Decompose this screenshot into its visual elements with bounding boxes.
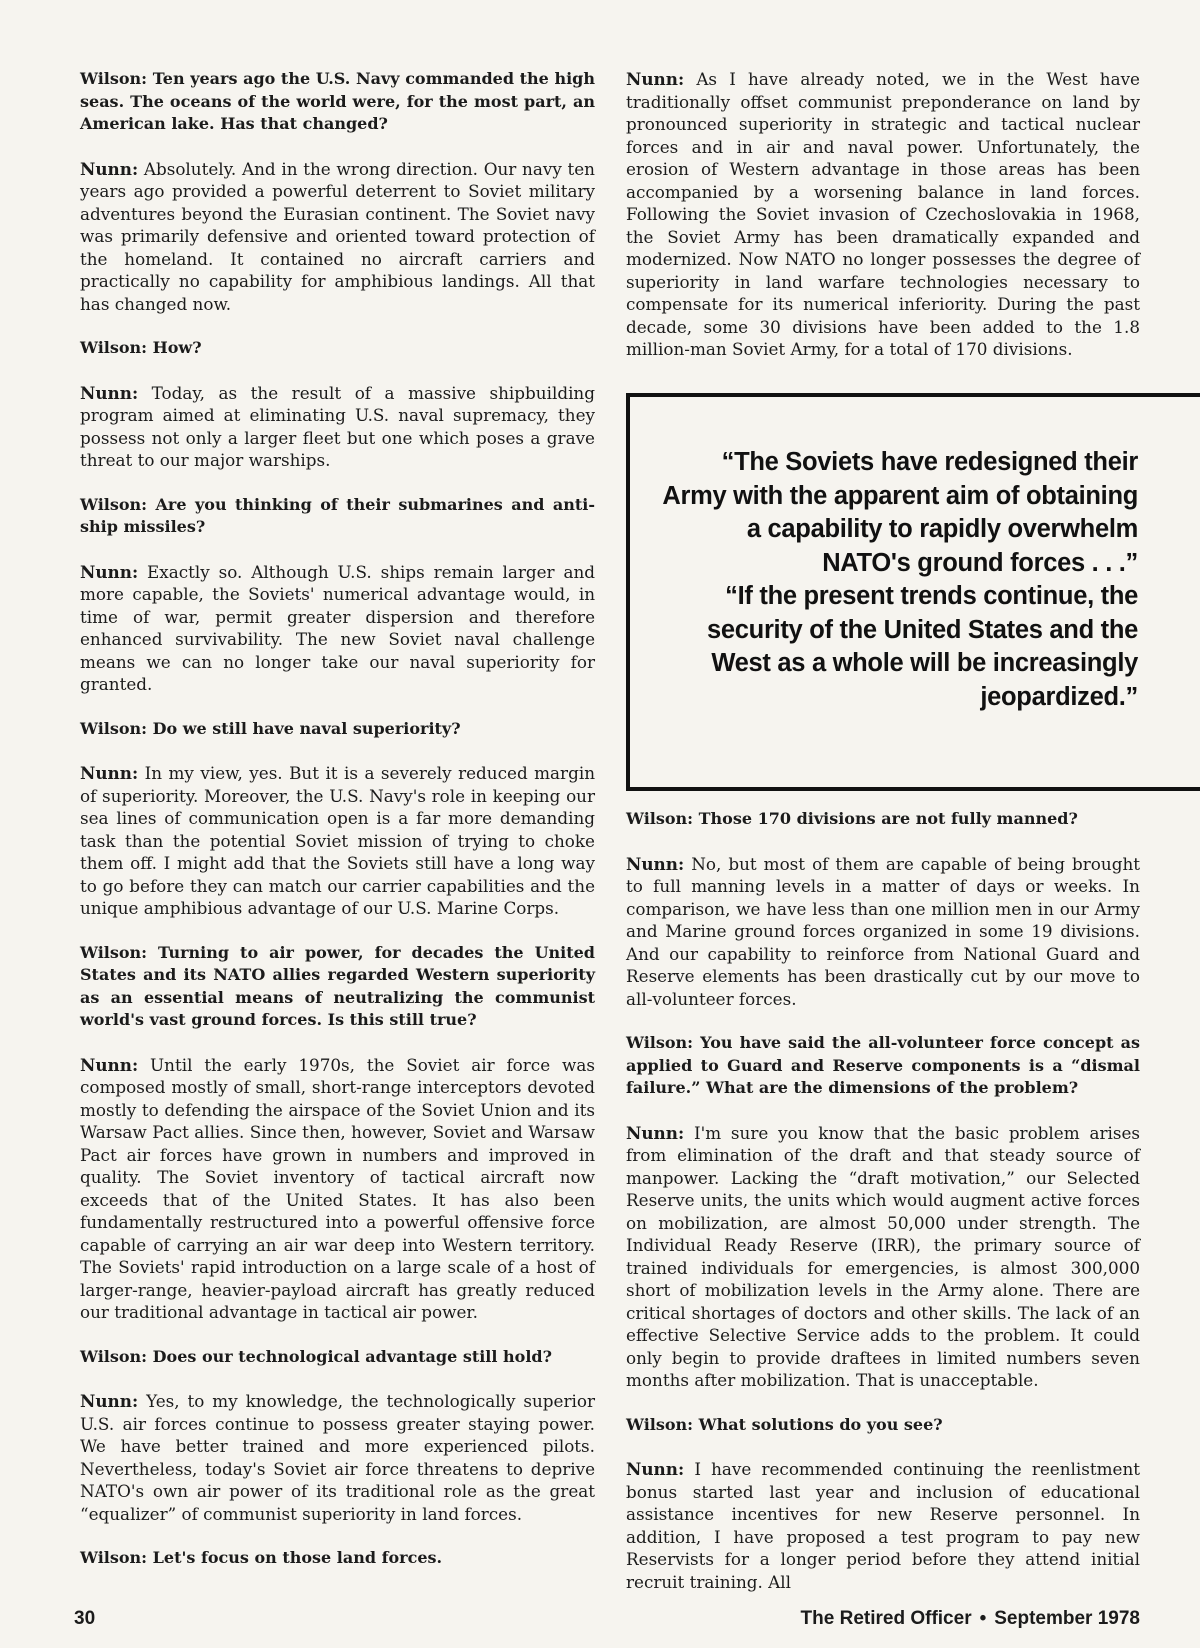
pull-quote [660,446,1138,714]
speaker-label: Nunn: [80,382,139,403]
speaker-label: Wilson: [80,718,148,738]
speaker-label: Nunn: [626,853,685,874]
answer-paragraph [626,1122,1140,1392]
answer-paragraph [80,762,595,920]
question-paragraph [80,68,595,136]
question-paragraph [80,494,595,539]
speaker-label: Wilson: [626,809,694,828]
answer-paragraph [626,1458,1140,1593]
paragraph-text: How? [152,338,202,357]
speaker-label: Nunn: [626,69,685,89]
speaker-label: Wilson: [80,338,148,357]
paragraph-text: Yes, to my knowledge, the technologically superior U.S. air forces continue to possess greater staying power. We have better trained and more experienced pilots. Nevertheless, today's Soviet air force threatens to deprive NATO's own air power of its traditional role as the great “equalizer” of communist superiority in land forces. [80,1391,595,1524]
question-paragraph [80,1547,595,1570]
paragraph-text: Until the early 1970s, the Soviet air force was composed mostly of small, short-range interceptors devoted mostly to defending the airspace of the Soviet Union and its Warsaw Pact allies. Since then, however, Soviet and Warsaw Pact air forces have grown in numbers and improved in quality. The Soviet inventory of tactical aircraft now exceeds that of the United States. It has also been fundamentally restructured into a powerful offensive force capable of carrying an air war deep into Western territory. The Soviets' rapid introduction on a large scale of a host of larger-range, heavier-payload aircraft has greatly reduced our traditional advantage in tactical air power. [80,1054,595,1322]
publication-footer [801,1608,1140,1630]
question-paragraph [626,1032,1140,1100]
speaker-label: Wilson: [626,1033,694,1052]
right-column-top [626,68,1140,383]
speaker-label: Nunn: [80,1054,139,1075]
paragraph-text: I'm sure you know that the basic problem arises from elimination of the draft and that steady source of manpower. Lacking the “draft motivation,” our Selected Reserve units, the units which would augment active forces on mobilization, are almost 50,000 under strength. The Individual Ready Reserve (IRR), the primary source of trained individuals for emergencies, is almost 300,000 short of mobilization levels in the Army alone. There are critical shortages of doctors and other skills. The lack of an effective Selective Service adds to the problem. It could only begin to provide draftees in limited numbers seven months after mobilization. That is unacceptable. [626,1122,1140,1390]
answer-paragraph [626,68,1140,361]
speaker-label: Nunn: [626,1122,685,1143]
paragraph-text: Those 170 divisions are not fully manned? [698,809,1078,828]
right-column-bottom [626,808,1140,1615]
paragraph-text: You have said the all-volunteer force concept as applied to Guard and Reserve components is a “dismal failure.” What are the dimensions of the problem? [626,1033,1140,1097]
speaker-label: Nunn: [80,158,139,179]
answer-paragraph [80,158,595,316]
speaker-label: Wilson: [80,1548,148,1567]
question-paragraph [626,808,1140,831]
paragraph-text: Does our technological advantage still hold? [152,1346,552,1366]
pull-quote-line-2: “If the present trends continue, the security of the United States and the West as a whole will be increasingly jeopardized.” [707,582,1138,711]
paragraph-text: What solutions do you see? [698,1414,943,1434]
paragraph-text: Let's focus on those land forces. [152,1548,443,1567]
speaker-label: Wilson: [80,494,148,514]
speaker-label: Nunn: [626,1459,685,1479]
speaker-label: Wilson: [626,1414,694,1434]
issue-date: September 1978 [994,1608,1140,1629]
paragraph-text: Absolutely. And in the wrong direction. Our navy ten years ago provided a powerful deterrent to Soviet military adventures beyond the Eurasian continent. The Soviet navy was primarily defensive and oriented toward protection of the homeland. It contained no aircraft carriers and practically no capability for amphibious landings. All that has changed now. [80,158,595,314]
question-paragraph [80,337,595,360]
bullet-separator: • [979,1608,987,1629]
paragraph-text: As I have already noted, we in the West have traditionally offset communist preponderance on land by pronounced superiority in strategic and tactical nuclear forces and in air and naval power. Unfortunately, the erosion of Western advantage in those areas has been accompanied by a worsening balance in land forces. Following the Soviet invasion of Czechoslovakia in 1968, the Soviet Army has been dramatically expanded and modernized. Now NATO no longer possesses the degree of superiority in land warfare technologies necessary to compensate for its numerical inferiority. During the past decade, some 30 divisions have been added to the 1.8 million-man Soviet Army, for a total of 170 divisions. [626,69,1140,359]
paragraph-text: Exactly so. Although U.S. ships remain larger and more capable, the Soviets' numerical advantage would, in time of war, permit greater dispersion and therefore enhanced survivability. The new Soviet naval challenge means we can no longer take our naval superiority for granted. [80,561,595,694]
pull-quote-line-1: “The Soviets have redesigned their Army with the apparent aim of obtaining a capability to rapidly overwhelm NATO's ground forces . . .” [662,448,1138,577]
paragraph-text: Turning to air power, for decades the United States and its NATO allies regarded Western superiority as an essential means of neutralizing the communist world's vast ground forces. Is this still true? [80,942,595,1029]
left-column [80,68,595,1592]
paragraph-text: Ten years ago the U.S. Navy commanded the high seas. The oceans of the world were, for the most part, an American lake. Has that changed? [80,69,595,133]
question-paragraph [80,1346,595,1369]
answer-paragraph [80,561,595,696]
speaker-label: Nunn: [80,763,139,783]
publication-name: The Retired Officer [800,1608,972,1629]
speaker-label: Nunn: [80,1391,139,1411]
answer-paragraph [80,1390,595,1525]
question-paragraph [626,1414,1140,1437]
speaker-label: Nunn: [80,561,139,582]
paragraph-text: Today, as the result of a massive shipbuilding program aimed at eliminating U.S. naval supremacy, they possess not only a larger fleet but one which poses a grave threat to our major warships. [80,382,595,470]
paragraph-text: Are you thinking of their submarines and anti-ship missiles? [80,494,595,536]
answer-paragraph [80,1054,595,1324]
speaker-label: Wilson: [80,942,148,962]
speaker-label: Wilson: [80,69,148,88]
speaker-label: Wilson: [80,1346,148,1366]
question-paragraph [80,942,595,1032]
question-paragraph [80,718,595,741]
page-number: 30 [74,1608,96,1629]
paragraph-text: Do we still have naval superiority? [152,718,461,738]
paragraph-text: I have recommended continuing the reenlistment bonus started last year and inclusion of educational assistance incentives for new Reserve personnel. In addition, I have proposed a test program to pay new Reservists for a longer period before they attend initial recruit training. All [626,1459,1140,1592]
answer-paragraph [80,382,595,472]
paragraph-text: No, but most of them are capable of being brought to full manning levels in a matter of days or weeks. In comparison, we have less than one million men in our Army and Marine ground forces organized in some 19 divisions. And our capability to reinforce from National Guard and Reserve elements has been drastically cut by our move to all-volunteer forces. [626,853,1140,1009]
answer-paragraph [626,853,1140,1011]
paragraph-text: In my view, yes. But it is a severely reduced margin of superiority. Moreover, the U.S. Navy's role in keeping our sea lines of communication open is a far more demanding task than the potential Soviet mission of trying to choke them off. I might add that the Soviets still have a long way to go before they can match our carrier capabilities and the unique amphibious advantage of our U.S. Marine Corps. [80,763,595,918]
